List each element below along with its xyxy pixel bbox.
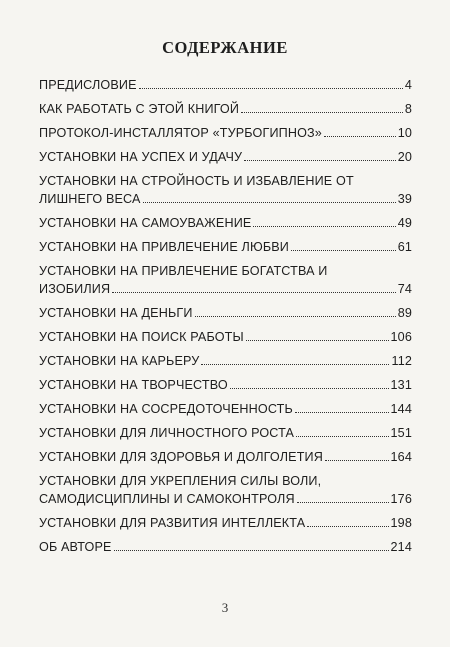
dot-leader xyxy=(143,202,396,203)
toc-entry-title: САМОДИСЦИПЛИНЫ И САМОКОНТРОЛЯ xyxy=(39,492,295,506)
toc-entry[interactable] xyxy=(39,304,412,322)
toc-entry-page: 89 xyxy=(397,306,412,320)
toc-entry[interactable] xyxy=(39,214,412,232)
dot-leader xyxy=(296,436,388,437)
dot-leader xyxy=(246,340,389,341)
toc-entry-title: УСТАНОВКИ ДЛЯ УКРЕПЛЕНИЯ СИЛЫ ВОЛИ, xyxy=(39,474,322,488)
toc-entry-page: 176 xyxy=(390,492,412,506)
toc-entry[interactable] xyxy=(39,262,412,298)
toc-entry[interactable] xyxy=(39,400,412,418)
toc-entry-title: УСТАНОВКИ НА ПРИВЛЕЧЕНИЕ БОГАТСТВА И xyxy=(39,264,328,278)
toc-entry[interactable] xyxy=(39,172,412,208)
toc-entry-title: УСТАНОВКИ НА САМОУВАЖЕНИЕ xyxy=(39,216,252,230)
toc-entry-page: 198 xyxy=(390,516,412,530)
toc-entry-title: ОБ АВТОРЕ xyxy=(39,540,112,554)
toc-entry-title: ПРОТОКОЛ-ИНСТАЛЛЯТОР «ТУРБОГИПНОЗ» xyxy=(39,126,322,140)
toc-entry-title: ПРЕДИСЛОВИЕ xyxy=(39,78,137,92)
toc-entry-page: 39 xyxy=(397,192,412,206)
toc-entry-page: 144 xyxy=(390,402,412,416)
toc-entry[interactable] xyxy=(39,448,412,466)
dot-leader xyxy=(324,136,396,137)
dot-leader xyxy=(253,226,395,227)
dot-leader xyxy=(114,550,389,551)
toc-title: СОДЕРЖАНИЕ xyxy=(162,38,288,57)
toc-entry-page: 214 xyxy=(390,540,412,554)
toc-entry[interactable] xyxy=(39,472,412,508)
dot-leader xyxy=(325,460,389,461)
toc-entry-title: УСТАНОВКИ НА СТРОЙНОСТЬ И ИЗБАВЛЕНИЕ ОТ xyxy=(39,174,354,188)
toc-entry-title: УСТАНОВКИ НА ПРИВЛЕЧЕНИЕ ЛЮБВИ xyxy=(39,240,289,254)
dot-leader xyxy=(241,112,403,113)
page-number: 3 xyxy=(221,600,229,615)
toc-entry[interactable] xyxy=(39,328,412,346)
toc-entry-page: 4 xyxy=(404,78,412,92)
toc-entry[interactable] xyxy=(39,238,412,256)
table-of-contents xyxy=(39,76,412,562)
toc-entry-page: 106 xyxy=(390,330,412,344)
toc-entry-page: 10 xyxy=(397,126,412,140)
dot-leader xyxy=(201,364,389,365)
toc-entry-title: УСТАНОВКИ ДЛЯ ЛИЧНОСТНОГО РОСТА xyxy=(39,426,295,440)
toc-entry[interactable] xyxy=(39,124,412,142)
toc-entry-page: 49 xyxy=(397,216,412,230)
toc-entry-page: 131 xyxy=(390,378,412,392)
toc-entry[interactable] xyxy=(39,76,412,94)
dot-leader xyxy=(291,250,396,251)
toc-entry[interactable] xyxy=(39,514,412,532)
toc-entry-title: КАК РАБОТАТЬ С ЭТОЙ КНИГОЙ xyxy=(39,102,240,116)
toc-entry[interactable] xyxy=(39,100,412,118)
toc-entry-page: 112 xyxy=(391,354,412,368)
toc-entry-page: 151 xyxy=(390,426,412,440)
dot-leader xyxy=(307,526,388,527)
toc-entry-title: УСТАНОВКИ ДЛЯ РАЗВИТИЯ ИНТЕЛЛЕКТА xyxy=(39,516,306,530)
toc-entry-title: УСТАНОВКИ НА СОСРЕДОТОЧЕННОСТЬ xyxy=(39,402,293,416)
dot-leader xyxy=(195,316,396,317)
toc-entry-page: 61 xyxy=(397,240,412,254)
toc-entry-title: УСТАНОВКИ НА ПОИСК РАБОТЫ xyxy=(39,330,244,344)
toc-entry[interactable] xyxy=(39,148,412,166)
toc-entry[interactable] xyxy=(39,538,412,556)
toc-entry[interactable] xyxy=(39,352,412,370)
toc-entry-title: УСТАНОВКИ ДЛЯ ЗДОРОВЬЯ И ДОЛГОЛЕТИЯ xyxy=(39,450,323,464)
toc-entry-title: УСТАНОВКИ НА ТВОРЧЕСТВО xyxy=(39,378,228,392)
toc-entry-title: УСТАНОВКИ НА КАРЬЕРУ xyxy=(39,354,200,368)
toc-entry[interactable] xyxy=(39,376,412,394)
toc-entry[interactable] xyxy=(39,424,412,442)
dot-leader xyxy=(139,88,403,89)
toc-entry-title: УСТАНОВКИ НА УСПЕХ И УДАЧУ xyxy=(39,150,243,164)
toc-entry-title: УСТАНОВКИ НА ДЕНЬГИ xyxy=(39,306,193,320)
toc-entry-page: 74 xyxy=(397,282,412,296)
toc-entry-title: ЛИШНЕГО ВЕСА xyxy=(39,192,141,206)
toc-entry-page: 8 xyxy=(404,102,412,116)
toc-entry-page: 164 xyxy=(390,450,412,464)
dot-leader xyxy=(112,292,395,293)
toc-entry-title: ИЗОБИЛИЯ xyxy=(39,282,111,296)
dot-leader xyxy=(297,502,389,503)
dot-leader xyxy=(295,412,389,413)
dot-leader xyxy=(244,160,395,161)
dot-leader xyxy=(230,388,389,389)
toc-entry-page: 20 xyxy=(397,150,412,164)
